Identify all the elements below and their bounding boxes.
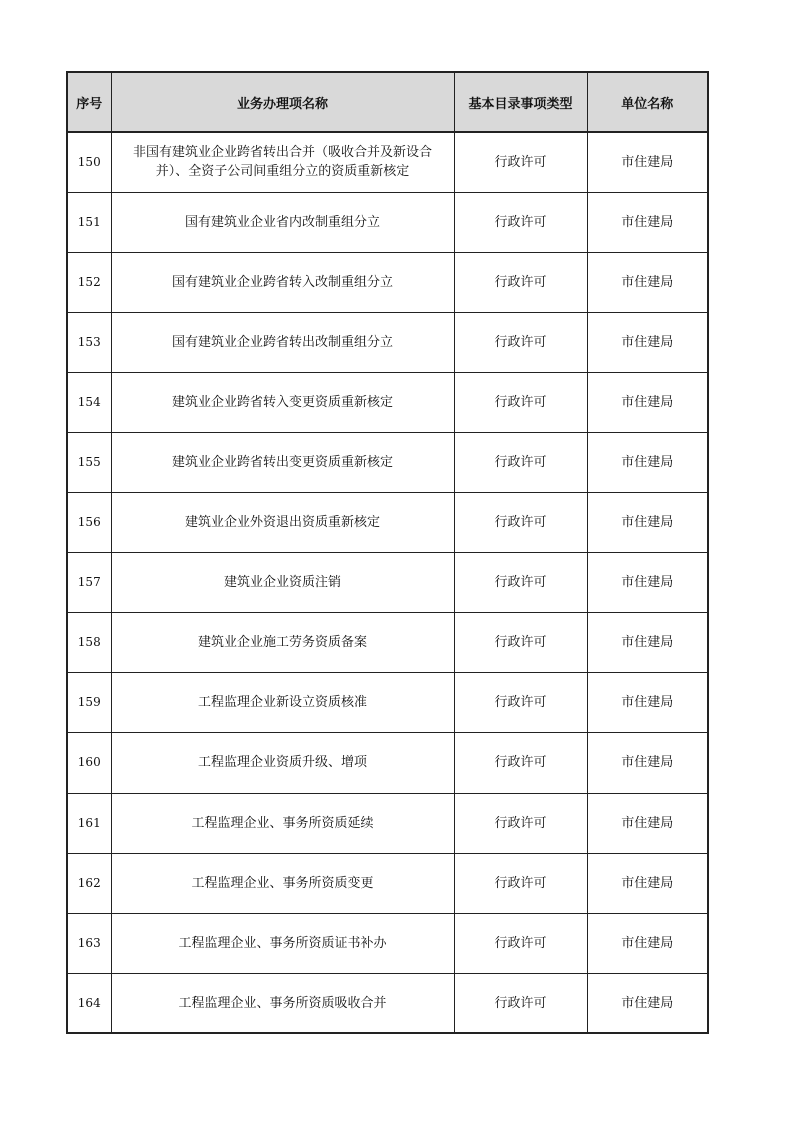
table-header-row — [67, 72, 708, 132]
cell-item-name: 工程监理企业新设立资质核准 — [111, 673, 454, 733]
cell-item-type: 行政许可 — [454, 793, 587, 853]
cell-unit-name: 市住建局 — [587, 132, 708, 192]
cell-item-type: 行政许可 — [454, 192, 587, 252]
cell-unit-name: 市住建局 — [587, 553, 708, 613]
cell-serial-number: 161 — [67, 793, 111, 853]
document-table-container — [66, 71, 707, 1034]
cell-serial-number: 155 — [67, 432, 111, 492]
cell-item-name: 建筑业企业施工劳务资质备案 — [111, 613, 454, 673]
table-row — [67, 312, 708, 372]
cell-unit-name: 市住建局 — [587, 192, 708, 252]
cell-serial-number: 158 — [67, 613, 111, 673]
table-row — [67, 613, 708, 673]
cell-item-type: 行政许可 — [454, 853, 587, 913]
cell-serial-number: 152 — [67, 252, 111, 312]
table-row — [67, 673, 708, 733]
header-item-type: 基本目录事项类型 — [454, 72, 587, 132]
cell-unit-name: 市住建局 — [587, 733, 708, 793]
cell-item-type: 行政许可 — [454, 553, 587, 613]
table-row — [67, 973, 708, 1033]
cell-unit-name: 市住建局 — [587, 252, 708, 312]
cell-unit-name: 市住建局 — [587, 973, 708, 1033]
cell-serial-number: 157 — [67, 553, 111, 613]
cell-unit-name: 市住建局 — [587, 613, 708, 673]
cell-unit-name: 市住建局 — [587, 913, 708, 973]
header-unit-name: 单位名称 — [587, 72, 708, 132]
header-serial-number: 序号 — [67, 72, 111, 132]
cell-serial-number: 153 — [67, 312, 111, 372]
cell-serial-number: 159 — [67, 673, 111, 733]
cell-item-type: 行政许可 — [454, 432, 587, 492]
cell-serial-number: 164 — [67, 973, 111, 1033]
cell-item-type: 行政许可 — [454, 733, 587, 793]
table-row — [67, 493, 708, 553]
cell-serial-number: 162 — [67, 853, 111, 913]
cell-item-name: 建筑业企业外资退出资质重新核定 — [111, 493, 454, 553]
cell-item-name: 工程监理企业、事务所资质变更 — [111, 853, 454, 913]
cell-serial-number: 150 — [67, 132, 111, 192]
cell-serial-number: 163 — [67, 913, 111, 973]
cell-item-name: 国有建筑业企业跨省转出改制重组分立 — [111, 312, 454, 372]
table-row — [67, 913, 708, 973]
cell-item-name: 工程监理企业、事务所资质吸收合并 — [111, 973, 454, 1033]
cell-item-type: 行政许可 — [454, 673, 587, 733]
cell-item-type: 行政许可 — [454, 312, 587, 372]
table-row — [67, 132, 708, 192]
cell-item-name: 工程监理企业资质升级、增项 — [111, 733, 454, 793]
service-items-table — [66, 71, 709, 1034]
table-row — [67, 853, 708, 913]
cell-item-name: 工程监理企业、事务所资质证书补办 — [111, 913, 454, 973]
header-item-name: 业务办理项名称 — [111, 72, 454, 132]
cell-item-type: 行政许可 — [454, 252, 587, 312]
cell-item-type: 行政许可 — [454, 493, 587, 553]
cell-item-name: 国有建筑业企业跨省转入改制重组分立 — [111, 252, 454, 312]
table-row — [67, 793, 708, 853]
cell-serial-number: 151 — [67, 192, 111, 252]
table-row — [67, 733, 708, 793]
table-row — [67, 252, 708, 312]
table-row — [67, 553, 708, 613]
table-row — [67, 372, 708, 432]
table-row — [67, 432, 708, 492]
cell-item-name: 非国有建筑业企业跨省转出合并（吸收合并及新设合并）、全资子公司间重组分立的资质重新核定 — [111, 132, 454, 192]
cell-item-name: 工程监理企业、事务所资质延续 — [111, 793, 454, 853]
cell-item-name: 国有建筑业企业省内改制重组分立 — [111, 192, 454, 252]
cell-serial-number: 154 — [67, 372, 111, 432]
table-row — [67, 192, 708, 252]
cell-unit-name: 市住建局 — [587, 312, 708, 372]
cell-unit-name: 市住建局 — [587, 853, 708, 913]
cell-unit-name: 市住建局 — [587, 372, 708, 432]
cell-item-type: 行政许可 — [454, 973, 587, 1033]
cell-unit-name: 市住建局 — [587, 793, 708, 853]
cell-serial-number: 160 — [67, 733, 111, 793]
cell-item-type: 行政许可 — [454, 913, 587, 973]
cell-item-name: 建筑业企业跨省转出变更资质重新核定 — [111, 432, 454, 492]
cell-item-type: 行政许可 — [454, 372, 587, 432]
cell-item-type: 行政许可 — [454, 613, 587, 673]
cell-item-type: 行政许可 — [454, 132, 587, 192]
cell-item-name: 建筑业企业资质注销 — [111, 553, 454, 613]
cell-item-name: 建筑业企业跨省转入变更资质重新核定 — [111, 372, 454, 432]
cell-unit-name: 市住建局 — [587, 493, 708, 553]
cell-unit-name: 市住建局 — [587, 673, 708, 733]
cell-unit-name: 市住建局 — [587, 432, 708, 492]
cell-serial-number: 156 — [67, 493, 111, 553]
